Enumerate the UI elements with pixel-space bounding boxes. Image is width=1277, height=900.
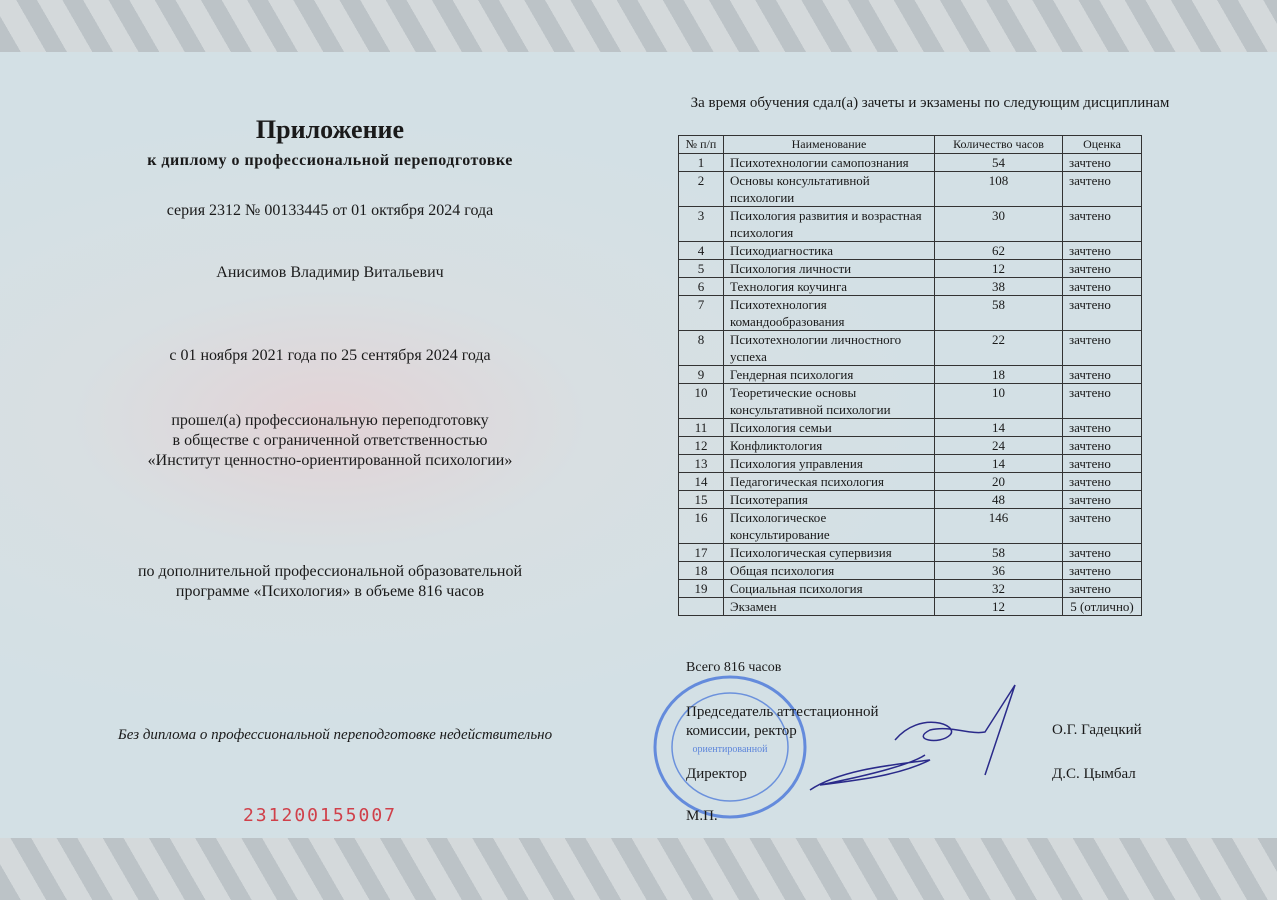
program-line: по дополнительной профессиональной образовательной bbox=[137, 563, 523, 580]
invalid-note: Без диплома о профессиональной переподготовке недействительно bbox=[117, 727, 553, 743]
row-hours: 18 bbox=[935, 366, 1063, 384]
row-grade: зачтено bbox=[1063, 154, 1142, 172]
table-row bbox=[679, 473, 1142, 491]
row-hours: 54 bbox=[935, 154, 1063, 172]
passed-line: «Институт ценностно-ориентированной психологии» bbox=[147, 452, 513, 469]
table-row bbox=[679, 366, 1142, 384]
row-grade: зачтено bbox=[1063, 172, 1142, 207]
row-number: 15 bbox=[679, 491, 724, 509]
holder-name: Анисимов Владимир Витальевич bbox=[216, 264, 444, 281]
row-hours: 10 bbox=[935, 384, 1063, 419]
table-row bbox=[679, 207, 1142, 242]
table-row bbox=[679, 509, 1142, 544]
row-number: 1 bbox=[679, 154, 724, 172]
row-name: Психотехнологии самопознания bbox=[724, 154, 935, 172]
row-grade: зачтено bbox=[1063, 384, 1142, 419]
row-hours: 32 bbox=[935, 580, 1063, 598]
row-number: 9 bbox=[679, 366, 724, 384]
row-name: Психотехнология командообразования bbox=[724, 296, 935, 331]
row-name: Гендерная психология bbox=[724, 366, 935, 384]
chair-title-line: комиссии, ректор bbox=[686, 723, 797, 739]
table-row bbox=[679, 419, 1142, 437]
table-row bbox=[679, 331, 1142, 366]
passed-line: в обществе с ограниченной ответственностью bbox=[172, 432, 488, 449]
bottom-security-band bbox=[0, 838, 1277, 900]
table-row bbox=[679, 544, 1142, 562]
row-name: Психология управления bbox=[724, 455, 935, 473]
row-hours: 62 bbox=[935, 242, 1063, 260]
row-hours: 48 bbox=[935, 491, 1063, 509]
table-row bbox=[679, 154, 1142, 172]
table-row bbox=[679, 260, 1142, 278]
row-name: Психология личности bbox=[724, 260, 935, 278]
svg-text:ориентированной: ориентированной bbox=[692, 744, 768, 755]
appendix-subtitle: к диплому о профессиональной переподготовке bbox=[147, 152, 513, 169]
row-grade: зачтено bbox=[1063, 242, 1142, 260]
row-name: Психология семьи bbox=[724, 419, 935, 437]
row-grade: зачтено bbox=[1063, 580, 1142, 598]
table-header bbox=[679, 136, 1142, 154]
row-grade: зачтено bbox=[1063, 491, 1142, 509]
appendix-title: Приложение bbox=[255, 115, 405, 144]
row-hours: 36 bbox=[935, 562, 1063, 580]
table-row bbox=[679, 598, 1142, 616]
table-row bbox=[679, 242, 1142, 260]
table-heading: За время обучения сдал(а) зачеты и экзамены по следующим дисциплинам bbox=[690, 95, 1170, 111]
col-name: Наименование bbox=[724, 136, 935, 154]
row-number: 3 bbox=[679, 207, 724, 242]
row-name: Технология коучинга bbox=[724, 278, 935, 296]
table-row bbox=[679, 491, 1142, 509]
row-name: Социальная психология bbox=[724, 580, 935, 598]
row-name: Конфликтология bbox=[724, 437, 935, 455]
row-hours: 12 bbox=[935, 260, 1063, 278]
top-security-band bbox=[0, 0, 1277, 52]
row-name: Основы консультативной психологии bbox=[724, 172, 935, 207]
disciplines-table bbox=[678, 135, 1142, 616]
table-row bbox=[679, 172, 1142, 207]
row-grade: зачтено bbox=[1063, 544, 1142, 562]
row-grade: зачтено bbox=[1063, 419, 1142, 437]
row-number: 11 bbox=[679, 419, 724, 437]
row-grade: 5 (отлично) bbox=[1063, 598, 1142, 616]
registration-number: 231200155007 bbox=[242, 805, 398, 826]
row-grade: зачтено bbox=[1063, 278, 1142, 296]
row-grade: зачтено bbox=[1063, 366, 1142, 384]
row-hours: 12 bbox=[935, 598, 1063, 616]
row-hours: 24 bbox=[935, 437, 1063, 455]
table-row bbox=[679, 296, 1142, 331]
row-hours: 14 bbox=[935, 455, 1063, 473]
chair-title-line: Председатель аттестационной bbox=[686, 704, 879, 720]
row-name: Психологическая супервизия bbox=[724, 544, 935, 562]
row-grade: зачтено bbox=[1063, 562, 1142, 580]
row-number: 18 bbox=[679, 562, 724, 580]
program-text bbox=[60, 562, 600, 602]
col-grade: Оценка bbox=[1063, 136, 1142, 154]
table-row bbox=[679, 437, 1142, 455]
row-grade: зачтено bbox=[1063, 509, 1142, 544]
col-hours: Количество часов bbox=[935, 136, 1063, 154]
row-grade: зачтено bbox=[1063, 331, 1142, 366]
row-name: Педагогическая психология bbox=[724, 473, 935, 491]
row-hours: 38 bbox=[935, 278, 1063, 296]
study-period: с 01 ноября 2021 года по 25 сентября 2024 года bbox=[169, 347, 491, 364]
row-number: 7 bbox=[679, 296, 724, 331]
row-grade: зачтено bbox=[1063, 207, 1142, 242]
row-name: Психотерапия bbox=[724, 491, 935, 509]
row-grade: зачтено bbox=[1063, 437, 1142, 455]
row-grade: зачтено bbox=[1063, 260, 1142, 278]
row-grade: зачтено bbox=[1063, 455, 1142, 473]
signatures bbox=[800, 680, 1060, 810]
table-row bbox=[679, 580, 1142, 598]
row-number: 4 bbox=[679, 242, 724, 260]
row-hours: 22 bbox=[935, 331, 1063, 366]
row-number: 13 bbox=[679, 455, 724, 473]
row-number: 6 bbox=[679, 278, 724, 296]
row-grade: зачтено bbox=[1063, 473, 1142, 491]
director-title: Директор bbox=[686, 766, 747, 782]
row-name: Психологическое консультирование bbox=[724, 509, 935, 544]
table-row bbox=[679, 455, 1142, 473]
row-hours: 58 bbox=[935, 544, 1063, 562]
row-number: 8 bbox=[679, 331, 724, 366]
row-hours: 20 bbox=[935, 473, 1063, 491]
row-number bbox=[679, 598, 724, 616]
row-number: 17 bbox=[679, 544, 724, 562]
director-name: Д.С. Цымбал bbox=[1052, 766, 1136, 782]
row-name: Общая психология bbox=[724, 562, 935, 580]
row-hours: 146 bbox=[935, 509, 1063, 544]
row-number: 19 bbox=[679, 580, 724, 598]
passed-text bbox=[60, 411, 600, 471]
row-hours: 108 bbox=[935, 172, 1063, 207]
table-row bbox=[679, 384, 1142, 419]
row-grade: зачтено bbox=[1063, 296, 1142, 331]
row-number: 14 bbox=[679, 473, 724, 491]
row-name: Психодиагностика bbox=[724, 242, 935, 260]
institution-stamp bbox=[648, 672, 818, 822]
row-number: 16 bbox=[679, 509, 724, 544]
passed-line: прошел(а) профессиональную переподготовку bbox=[171, 412, 489, 429]
row-number: 10 bbox=[679, 384, 724, 419]
row-number: 5 bbox=[679, 260, 724, 278]
table-row bbox=[679, 562, 1142, 580]
row-name: Психотехнологии личностного успеха bbox=[724, 331, 935, 366]
col-number: № п/п bbox=[679, 136, 724, 154]
total-hours: Всего 816 часов bbox=[686, 660, 782, 675]
row-hours: 14 bbox=[935, 419, 1063, 437]
seal-place: М.П. bbox=[686, 808, 718, 824]
row-number: 12 bbox=[679, 437, 724, 455]
row-name: Психология развития и возрастная психология bbox=[724, 207, 935, 242]
chair-name: О.Г. Гадецкий bbox=[1052, 722, 1142, 738]
diploma-series: серия 2312 № 00133445 от 01 октября 2024 года bbox=[166, 202, 494, 219]
program-line: программе «Психология» в объеме 816 часов bbox=[175, 583, 485, 600]
row-name: Теоретические основы консультативной психологии bbox=[724, 384, 935, 419]
row-hours: 30 bbox=[935, 207, 1063, 242]
row-hours: 58 bbox=[935, 296, 1063, 331]
row-number: 2 bbox=[679, 172, 724, 207]
table-row bbox=[679, 278, 1142, 296]
row-name: Экзамен bbox=[724, 598, 935, 616]
